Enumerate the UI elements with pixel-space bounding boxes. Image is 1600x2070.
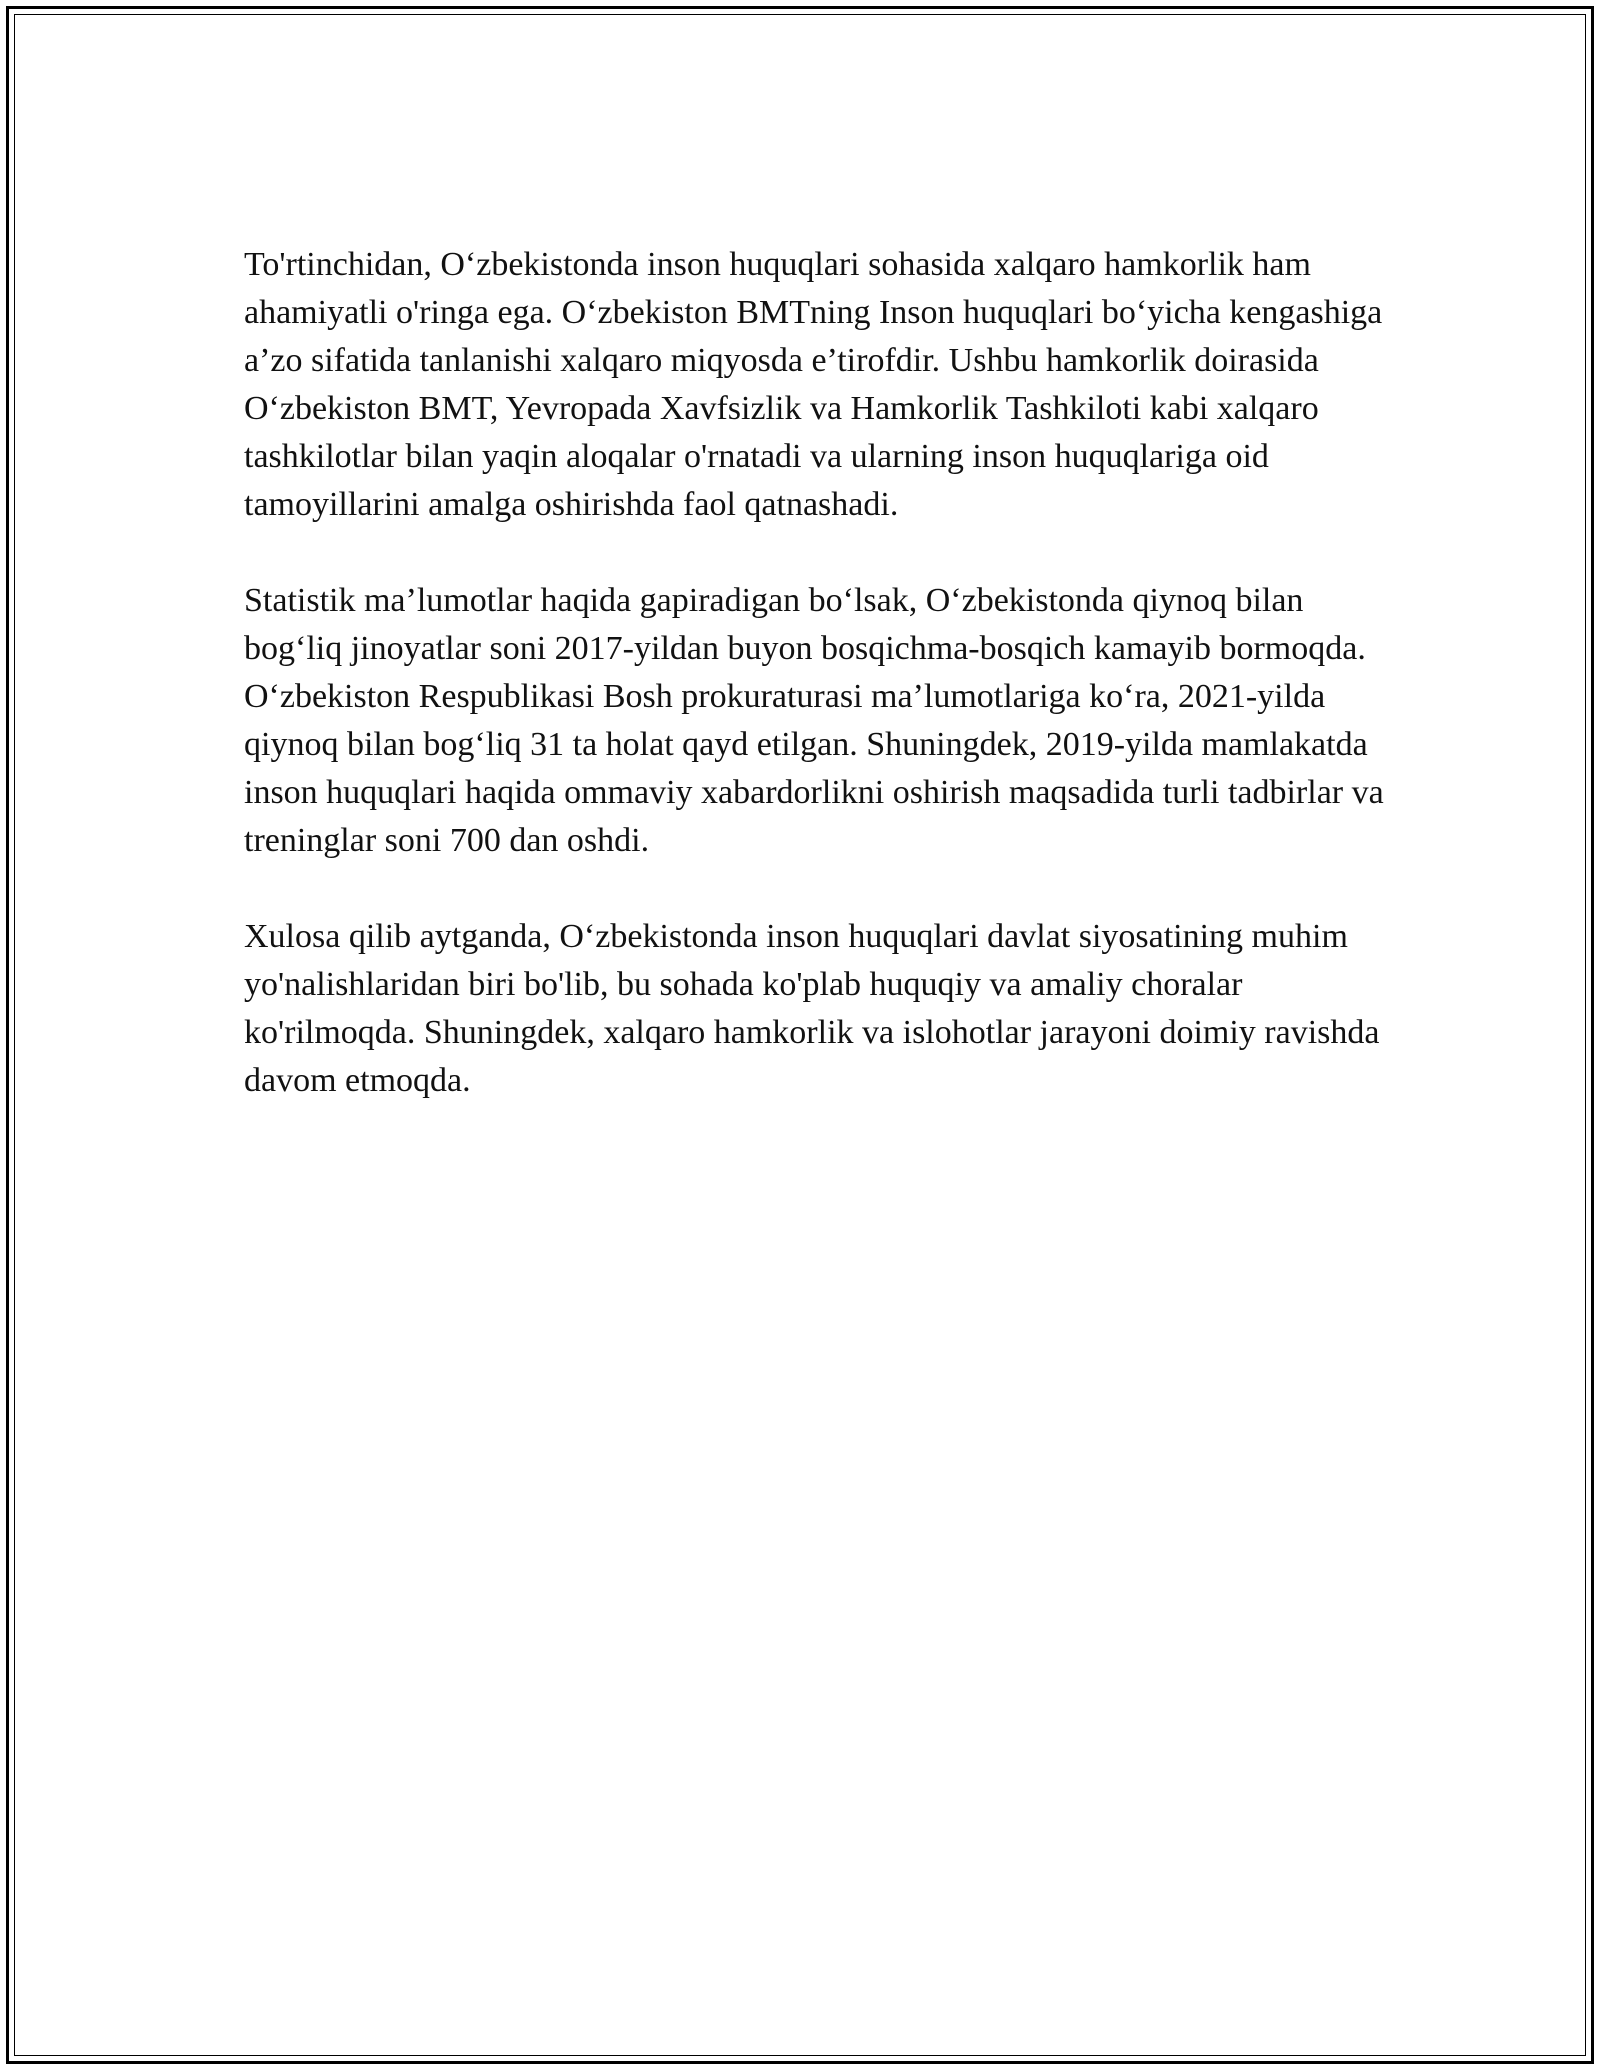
paragraph-statistics: Statistik ma’lumotlar haqida gapiradigan bo‘lsak, O‘zbekistonda qiynoq bilan bog‘liq jinoyatlar soni 2017-yildan buyon bosqichma-bosqich kamayib bormoqda. O‘zbekiston Respublikasi Bosh prokuraturasi ma’lumotlariga ko‘ra, 2021-yilda qiynoq bilan bog‘liq 31 ta holat qayd etilgan. Shuningdek, 2019-yilda mamlakatda inson huquqlari haqida ommaviy xabardorlikni oshirish maqsadida turli tadbirlar va treninglar soni 700 dan oshdi. [244, 582, 1384, 859]
paragraph-international-cooperation: To'rtinchidan, O‘zbekistonda inson huquqlari sohasida xalqaro hamkorlik ham ahamiyatli o'ringa ega. O‘zbekiston BMTning Inson huquqlari bo‘yicha kengashiga a’zo sifatida tanlanishi xalqaro miqyosda e’tirofdir. Ushbu hamkorlik doirasida O‘zbekiston BMT, Yevropada Xavfsizlik va Hamkorlik Tashkiloti kabi xalqaro tashkilotlar bilan yaqin aloqalar o'rnatadi va ularning inson huquqlariga oid tamoyillarini amalga oshirishda faol qatnashadi. [244, 246, 1383, 523]
page-border [6, 6, 1594, 2064]
document-body [244, 241, 1384, 1105]
paragraph-conclusion: Xulosa qilib aytganda, O‘zbekistonda inson huquqlari davlat siyosatining muhim yo'nalishlaridan biri bo'lib, bu sohada ko'plab huquqiy va amaliy choralar ko'rilmoqda. Shuningdek, xalqaro hamkorlik va islohotlar jarayoni doimiy ravishda davom etmoqda. [244, 918, 1380, 1099]
